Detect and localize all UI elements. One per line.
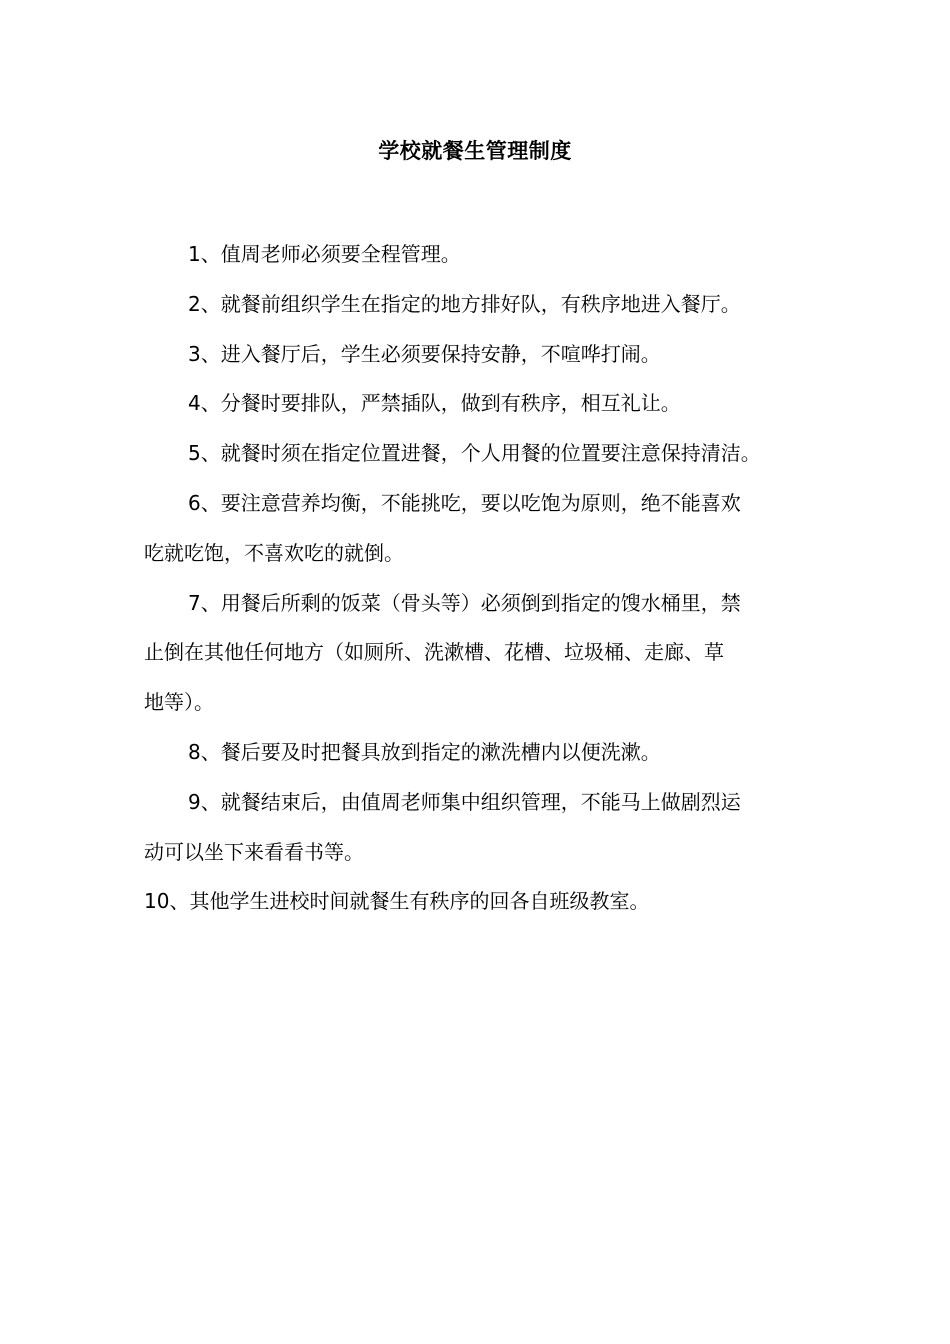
rule-item-4 [144, 379, 824, 429]
rule-line: 4、分餐时要排队，严禁插队，做到有秩序，相互礼让。 [188, 391, 681, 416]
document-title: 学校就餐生管理制度 [378, 139, 572, 163]
rule-line: 7、用餐后所剩的饭菜（骨头等）必须倒到指定的馊水桶里，禁 [188, 590, 741, 615]
rule-line: 8、餐后要及时把餐具放到指定的漱洗槽内以便洗漱。 [188, 739, 661, 764]
rule-line: 止倒在其他任何地方（如厕所、洗漱槽、花槽、垃圾桶、走廊、草 [144, 640, 724, 665]
rule-item-10 [144, 877, 824, 927]
rule-item-2 [144, 280, 824, 330]
rule-line: 吃就吃饱，不喜欢吃的就倒。 [144, 540, 404, 565]
rule-line: 地等）。 [144, 690, 214, 715]
rule-line: 5、就餐时须在指定位置进餐，个人用餐的位置要注意保持清洁。 [188, 441, 761, 466]
rule-item-6 [144, 479, 824, 579]
rule-line: 动可以坐下来看看书等。 [144, 839, 364, 864]
rule-item-1 [144, 230, 824, 280]
rule-line: 3、进入餐厅后，学生必须要保持安静，不喧哗打闹。 [188, 341, 661, 366]
rule-item-5 [144, 429, 824, 479]
document-body [144, 230, 824, 927]
rule-item-3 [144, 330, 824, 380]
rule-item-9 [144, 778, 824, 878]
rule-line: 6、要注意营养均衡，不能挑吃，要以吃饱为原则，绝不能喜欢 [188, 490, 741, 515]
rule-line: 1、值周老师必须要全程管理。 [188, 242, 461, 266]
rule-item-8 [144, 728, 824, 778]
rule-item-7 [144, 579, 824, 728]
rule-line: 2、就餐前组织学生在指定的地方排好队，有秩序地进入餐厅。 [188, 291, 741, 316]
rule-line: 9、就餐结束后，由值周老师集中组织管理，不能马上做剧烈运 [188, 789, 741, 814]
rule-line: 10、其他学生进校时间就餐生有秩序的回各自班级教室。 [144, 889, 650, 914]
